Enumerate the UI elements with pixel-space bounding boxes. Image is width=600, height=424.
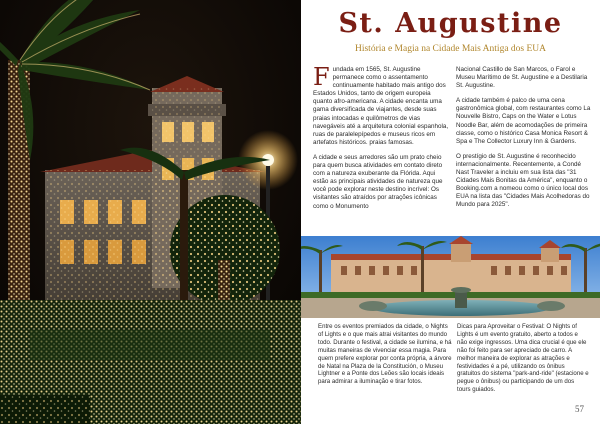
- text-column-right: [456, 66, 592, 217]
- intro-text: undada em 1565, St. Augustine permanece como o assentamento continuamente habitado mais antigo dos Estados Unidos, tanto de origem europeia quanto afro-americana. A cidade encanta uma gama diversificada de viajantes, desde suas praias intocadas e quilômetros de vias navegáveis até a arquitetura colonial espanhola, ruas de paralelepípedos e museus ricos em artefatos históricos. praias famosas.: [313, 66, 449, 146]
- tips-paragraph: Dicas para Aproveitar o Festival: O Nights of Lights é um evento gratuito, aberto a todos e não exige ingressos. Uma dica crucial é que ele não foi feito para ser apreciado de carro. A melhor maneira de explorar as atrações e festividades é a pé, utilizando os ônibus gratuitos do sistema "park-and-ride" (estacione e pegue o ônibus) ou participando de um dos tours guiados.: [457, 323, 589, 394]
- intro-paragraph: [313, 63, 451, 147]
- gastronomy-paragraph: A cidade também é palco de uma cena gastronômica global, com restaurantes como La Nouvelle Bistro, Caps on the Water e Lotus Noodle Bar, além de acomodações de primeira classe, como o histórico Casa Monica Resort & Spa e The Collector Luxury Inn & Gardens.: [456, 97, 591, 145]
- article-title: St. Augustine: [338, 8, 563, 39]
- events-paragraph: Entre os eventos premiados da cidade, o Nights of Lights e o que mais atrai visitantes do mundo todo. Durante o festival, a cidade se ilumina, e há muitas maneiras de vivenciar essa magia. Para quem prefere explorar por conta própria, a árvore de Natal na Plaza de la Constitución, o Museu Lightner e a Ponte dos Leões são locais ideais para admirar a iluminação e tirar fotos.: [318, 323, 452, 386]
- prestige-paragraph: O prestígio de St. Augustine é reconhecido internacionalmente. Recentemente, a Condé Nast Traveler a incluiu em sua lista das "31 Cidades Mais Bonitas da América", enquanto o Booking.com a nomeou como o único local dos EUA na lista das "Cidades Mais Acolhedoras do Mundo para 2025".: [456, 152, 590, 209]
- attractions-paragraph: Nacional Castillo de San Marcos, o Farol e Museu Marítimo de St. Augustine e a Destilaria St. Augustine.: [456, 66, 588, 90]
- drop-cap: F: [313, 63, 330, 91]
- events-text-column: [318, 323, 452, 386]
- flagler-courtyard-photo: [301, 236, 600, 318]
- nature-paragraph: A cidade e seus arredores são um prato cheio para quem busca atividades em contato direto com a natureza exuberante da Flórida. Aqui estão as principais atividades de natureza que você pode explorar neste destino incrível: Os visitantes são atraídos por atrações icônicas como o Monumento: [313, 153, 443, 210]
- tips-text-column: [457, 323, 589, 394]
- article-subtitle: História e Magia na Cidade Mais Antiga dos EUA: [354, 44, 547, 54]
- text-column-left: [313, 63, 451, 218]
- page-number: 57: [575, 404, 584, 414]
